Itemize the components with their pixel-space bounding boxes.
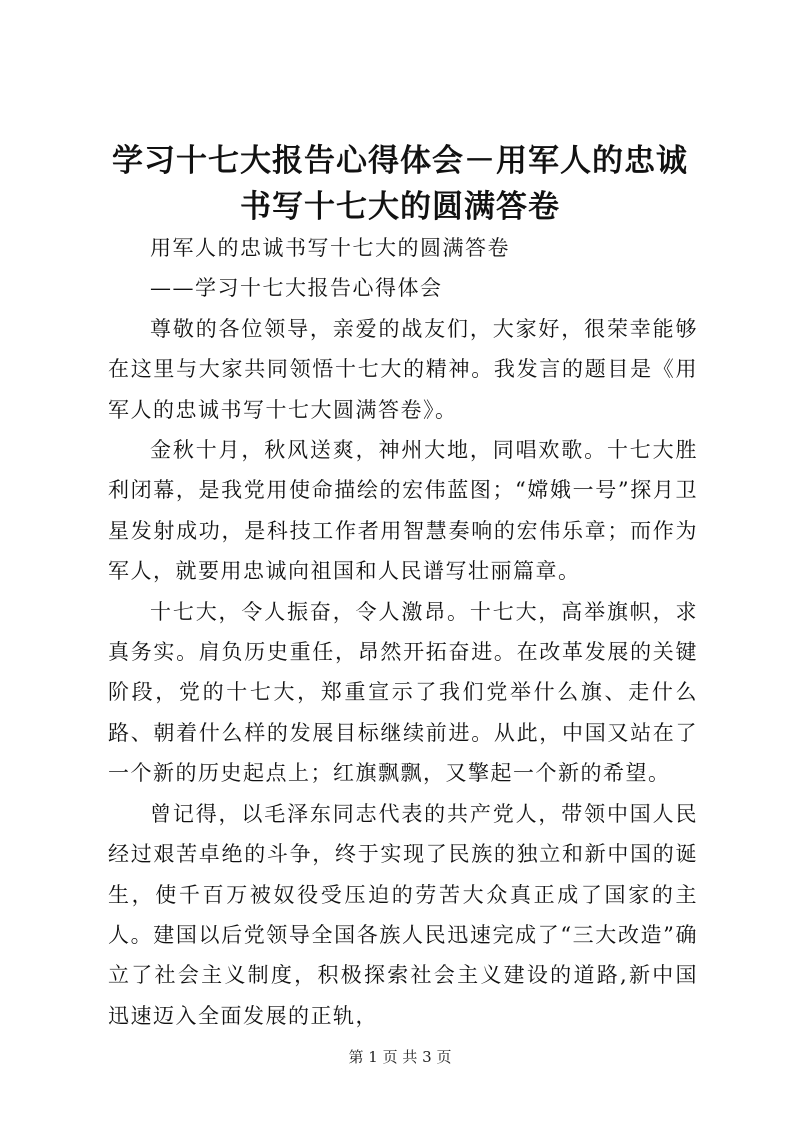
body-paragraph: 曾记得，以毛泽东同志代表的共产党人，带领中国人民经过艰苦卓绝的斗争，终于实现了民族的独立和新中国的诞生，使千百万被奴役受压迫的劳苦大众真正成了国家的主人。建国以后党领导全国各族人民迅速完成了“三大改造”确立了社会主义制度，积极探索社会主义建设的道路,新中国迅速迈入全面发展的正轨，	[108, 801, 698, 1028]
body-paragraph: 尊敬的各位领导，亲爱的战友们，大家好，很荣幸能够在这里与大家共同领悟十七大的精神。我发言的题目是《用军人的忠诚书写十七大圆满答卷》。	[108, 316, 698, 422]
document-body	[108, 228, 698, 1036]
subtitle-line: 用军人的忠诚书写十七大的圆满答卷	[150, 236, 510, 260]
body-paragraph: 金秋十月，秋风送爽，神州大地，同唱欢歌。十七大胜利闭幕，是我党用使命描绘的宏伟蓝图；“嫦娥一号”探月卫星发射成功，是科技工作者用智慧奏响的宏伟乐章；而作为军人，就要用忠诚向祖国和人民谱写壮丽篇章。	[108, 438, 698, 584]
page-footer: 第 1 页 共 3 页	[348, 1048, 452, 1066]
subtitle-dash-line: ——学习十七大报告心得体会	[150, 276, 443, 301]
body-paragraph: 十七大，令人振奋，令人激昂。十七大，高举旗帜，求真务实。肩负历史重任，昂然开拓奋进。在改革发展的关键阶段，党的十七大，郑重宣示了我们党举什么旗、走什么路、朝着什么样的发展目标继续前进。从此，中国又站在了一个新的历史起点上；红旗飘飘，又擎起一个新的希望。	[108, 599, 698, 786]
document-title: 学习十七大报告心得体会－用军人的忠诚书写十七大的圆满答卷	[112, 143, 688, 225]
